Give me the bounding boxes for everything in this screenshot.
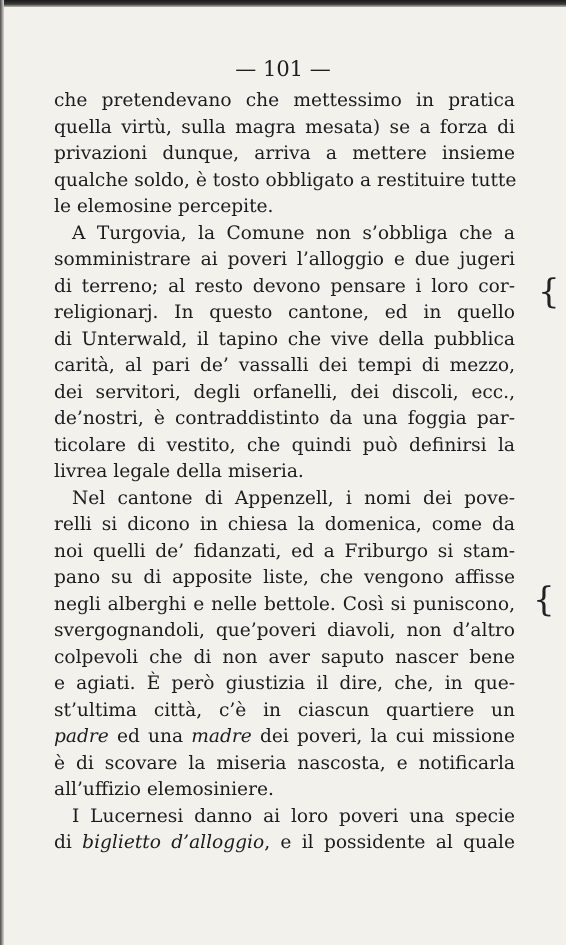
text-line: relli si dicono in chiesa la domenica, come da (54, 514, 515, 535)
page-binding-edge (0, 0, 4, 945)
margin-brace-mark: { (538, 272, 560, 312)
text-run: ed una (108, 726, 192, 747)
text-line: de’nostri, è contraddistinto da una foggia par- (54, 408, 515, 429)
text-line: somministrare ai poveri l’alloggio e due jugeri (54, 249, 515, 270)
text-line: dei servitori, degli orfanelli, dei discoli, ecc., (54, 381, 515, 403)
text-line: svergognandoli, que’poveri diavoli, non d’altro (54, 620, 515, 641)
text-line: pano su di apposite liste, che vengono affisse (54, 567, 515, 588)
text-line: privazioni dunque, arriva a mettere insieme (54, 143, 515, 164)
italic-phrase: padre (54, 726, 109, 747)
text-run: di (54, 832, 83, 853)
page-top-edge (0, 0, 566, 7)
text-line: ticolare di vestito, che quindi può definirsi la (54, 434, 515, 456)
text-line: qualche soldo, è tosto obbligato a restituire tutte (54, 169, 517, 191)
page-number: — 101 — (235, 57, 331, 81)
text-run: , e il possidente al quale (264, 832, 515, 853)
text-line: e agiati. È però giustizia il dire, che, in que- (54, 673, 515, 694)
text-line: religionarj. In questo cantone, ed in quello (54, 302, 515, 323)
text-line: I Lucernesi danno ai loro poveri una specie (72, 805, 515, 827)
margin-brace-mark: { (533, 580, 555, 620)
text-line (54, 830, 515, 857)
body-text (54, 88, 515, 857)
text-line: negli alberghi e nelle bettole. Così si puniscono, (54, 593, 515, 615)
text-line: di terreno; al resto devono pensare i loro cor- (54, 275, 515, 297)
text-line: Nel cantone di Appenzell, i nomi dei pove- (72, 487, 515, 509)
text-line: le elemosine percepite. (54, 196, 274, 217)
text-line (54, 724, 515, 751)
text-line: livrea legale della miseria. (54, 461, 304, 482)
text-line: che pretendevano che mettessimo in pratica (54, 90, 515, 111)
text-line: quella virtù, sulla magra mesata) se a forza di (54, 116, 515, 138)
text-line: di Unterwald, il tapino che vive della pubblica (54, 328, 515, 350)
italic-phrase: madre (191, 726, 252, 747)
text-line: carità, al pari de’ vassalli dei tempi di mezzo, (54, 355, 515, 376)
text-line: è di scovare la miseria nascosta, e notificarla (54, 752, 515, 774)
text-run: dei poveri, la cui missione (251, 726, 515, 747)
text-line: colpevoli che di non aver saputo nascer bene (54, 646, 515, 668)
italic-phrase: biglietto d’alloggio (82, 832, 265, 853)
text-line: all’uffizio elemosiniere. (54, 779, 274, 800)
text-line: st’ultima città, c’è in ciascun quartiere un (54, 699, 515, 721)
text-line: A Turgovia, la Comune non s’obbliga che a (72, 222, 515, 244)
text-line: noi quelli de’ fidanzati, ed a Friburgo si stam- (54, 540, 515, 562)
